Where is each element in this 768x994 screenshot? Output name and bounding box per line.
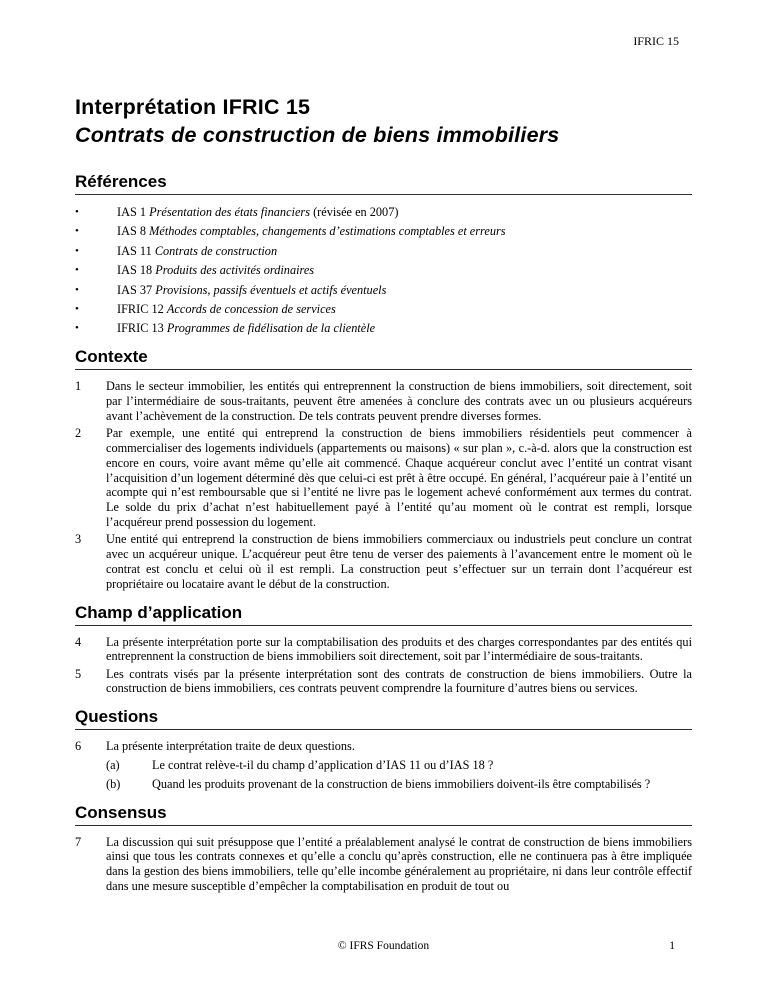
paragraph-number: 7 xyxy=(75,834,82,849)
section-heading-questions: Questions xyxy=(75,708,692,730)
paragraph-text: Par exemple, une entité qui entreprend la construction de biens immobiliers résidentiels peut commencer à commercialiser des logements individuels (appartements ou maisons) « sur plan », c.-à-d. alors que la construction est encore en cours, voire avant même qu’elle ait commencé. Chaque acquéreur conclut avec l’entité un contrat visant l’acquisition d’un logement déterminé dès que celui-ci est prêt à être occupé. En général, l’acquéreur paie à l’entité un acompte qui n’est remboursable que si l’entité ne livre pas le logement achevé conformément aux termes du contrat. Le solde du prix d’achat n’est habituellement payé à l’entité qu’au moment où le contrat est rempli, lorsque l’acquéreur prend possession du logement. xyxy=(106,426,692,530)
section-body-questions xyxy=(75,739,692,791)
reference-title: Accords de concession de services xyxy=(166,301,336,316)
bullet-icon: • xyxy=(75,225,79,238)
paragraph xyxy=(75,667,692,697)
title-line-2: Contrats de construction de biens immobiliers xyxy=(75,123,560,147)
section-heading-champ-application: Champ d’application xyxy=(75,604,692,626)
paragraph-text: La présente interprétation porte sur la comptabilisation des produits et des charges correspondantes par des entités qui entreprennent la construction de biens immobiliers soit directement, soit par l’intermédiaire de sous-traitants. xyxy=(106,634,692,664)
paragraph-number: 4 xyxy=(75,634,82,649)
subitem-label: (a) xyxy=(106,757,120,772)
question-subitem-a xyxy=(106,758,692,773)
paragraph xyxy=(75,835,692,894)
section-body-champ-application xyxy=(75,635,692,697)
reference-title: Contrats de construction xyxy=(154,243,278,258)
paragraph-text: Dans le secteur immobilier, les entités qui entreprennent la construction de biens immobiliers, soit directement, soit par l’intermédiaire de sous-traitants, peuvent être amenées à conclure des contrats avec un ou plusieurs acquéreurs avant l’achèvement de la construction. De tels contrats peuvent prendre diverses formes. xyxy=(106,379,692,423)
reference-text xyxy=(117,302,336,317)
paragraph-text: La présente interprétation traite de deux questions. xyxy=(106,739,355,754)
paragraph-number: 2 xyxy=(75,426,82,441)
reference-title: Programmes de fidélisation de la clientèle xyxy=(166,321,376,336)
reference-text xyxy=(117,205,398,220)
section-questions xyxy=(75,708,692,791)
paragraph-number: 3 xyxy=(75,532,82,547)
reference-title: Présentation des états financiers xyxy=(149,205,310,219)
footer-page-number: 1 xyxy=(669,940,675,952)
paragraph-text: Les contrats visés par la présente interprétation sont des contrats de construction de biens immobiliers. Outre la construction de biens immobiliers, ces contrats peuvent comprendre la fourniture d’autres biens ou services. xyxy=(106,666,692,696)
list-item xyxy=(75,283,692,298)
section-body-contexte xyxy=(75,379,692,591)
list-item xyxy=(75,302,692,317)
reference-suffix: (révisée en 2007) xyxy=(310,205,399,219)
reference-standard: IFRIC 12 xyxy=(117,301,167,316)
question-subitem-b xyxy=(106,777,692,792)
list-item xyxy=(75,224,692,239)
bullet-icon: • xyxy=(75,283,79,296)
reference-standard: IAS 8 xyxy=(117,224,150,239)
paragraph-number: 1 xyxy=(75,379,82,394)
reference-text xyxy=(117,263,314,278)
paragraph xyxy=(75,379,692,423)
section-heading-consensus: Consensus xyxy=(75,804,692,826)
references-list xyxy=(75,205,692,336)
list-item xyxy=(75,205,692,220)
paragraph-number: 6 xyxy=(75,739,82,754)
list-item xyxy=(75,263,692,278)
reference-title: Produits des activités ordinaires xyxy=(155,263,315,278)
footer-copyright: © IFRS Foundation xyxy=(337,940,430,952)
paragraph xyxy=(75,739,692,754)
section-body-consensus xyxy=(75,835,692,894)
reference-title: Méthodes comptables, changements d’estimations comptables et erreurs xyxy=(149,224,506,239)
title-line-1: Interprétation IFRIC 15 xyxy=(75,95,311,119)
page-footer xyxy=(75,940,692,953)
reference-standard: IAS 37 xyxy=(117,282,156,297)
section-consensus xyxy=(75,804,692,894)
subitem-label: (b) xyxy=(106,776,121,791)
bullet-icon: • xyxy=(75,302,79,315)
bullet-icon: • xyxy=(75,322,79,335)
section-heading-references: Références xyxy=(75,173,692,195)
paragraph xyxy=(75,635,692,665)
paragraph-text: Une entité qui entreprend la construction de biens immobiliers commerciaux ou industriels peut conclure un contrat avec un acquéreur unique. L’acquéreur peut être tenu de verser des paiements à l’avancement entre le moment où le contrat est conclu et celui où il est rempli. La construction peut s’effectuer sur un terrain dont l’acquéreur est propriétaire ou locataire avant le début de la construction. xyxy=(106,532,692,591)
list-item xyxy=(75,244,692,259)
paragraph xyxy=(75,426,692,530)
paragraph-number: 5 xyxy=(75,666,82,681)
reference-text xyxy=(117,321,375,336)
reference-standard: IAS 1 xyxy=(117,205,150,219)
page-header xyxy=(75,34,692,48)
reference-text xyxy=(117,244,277,259)
reference-text xyxy=(117,283,386,298)
reference-standard: IAS 18 xyxy=(117,263,156,278)
reference-standard: IAS 11 xyxy=(117,243,155,258)
document-title xyxy=(75,93,692,149)
bullet-icon: • xyxy=(75,264,79,277)
subitem-text: Quand les produits provenant de la construction de biens immobiliers doivent-ils être comptabilisés ? xyxy=(152,776,651,791)
list-item xyxy=(75,321,692,336)
paragraph-text: La discussion qui suit présuppose que l’entité a préalablement analysé le contrat de construction de biens immobiliers ainsi que tous les contrats connexes et qu’elle a conclu qu’après construction, elle ne continuera pas à être impliquée dans la gestion des biens immobiliers, telle qu’elle incombe généralement au propriétaire, ni dans leur contrôle effectif dans une mesure susceptible d’empêcher la comptabilisation en produit de tout ou xyxy=(106,834,692,893)
reference-title: Provisions, passifs éventuels et actifs éventuels xyxy=(155,282,387,297)
section-references xyxy=(75,173,692,336)
section-contexte xyxy=(75,348,692,591)
paragraph xyxy=(75,532,692,591)
subitem-text: Le contrat relève-t-il du champ d’application d’IAS 11 ou d’IAS 18 ? xyxy=(152,757,494,772)
bullet-icon: • xyxy=(75,244,79,257)
reference-standard: IFRIC 13 xyxy=(117,321,167,336)
section-heading-contexte: Contexte xyxy=(75,348,692,370)
section-champ-application xyxy=(75,604,692,697)
bullet-icon: • xyxy=(75,206,79,218)
reference-text xyxy=(117,224,506,239)
header-document-ref: IFRIC 15 xyxy=(633,34,679,48)
